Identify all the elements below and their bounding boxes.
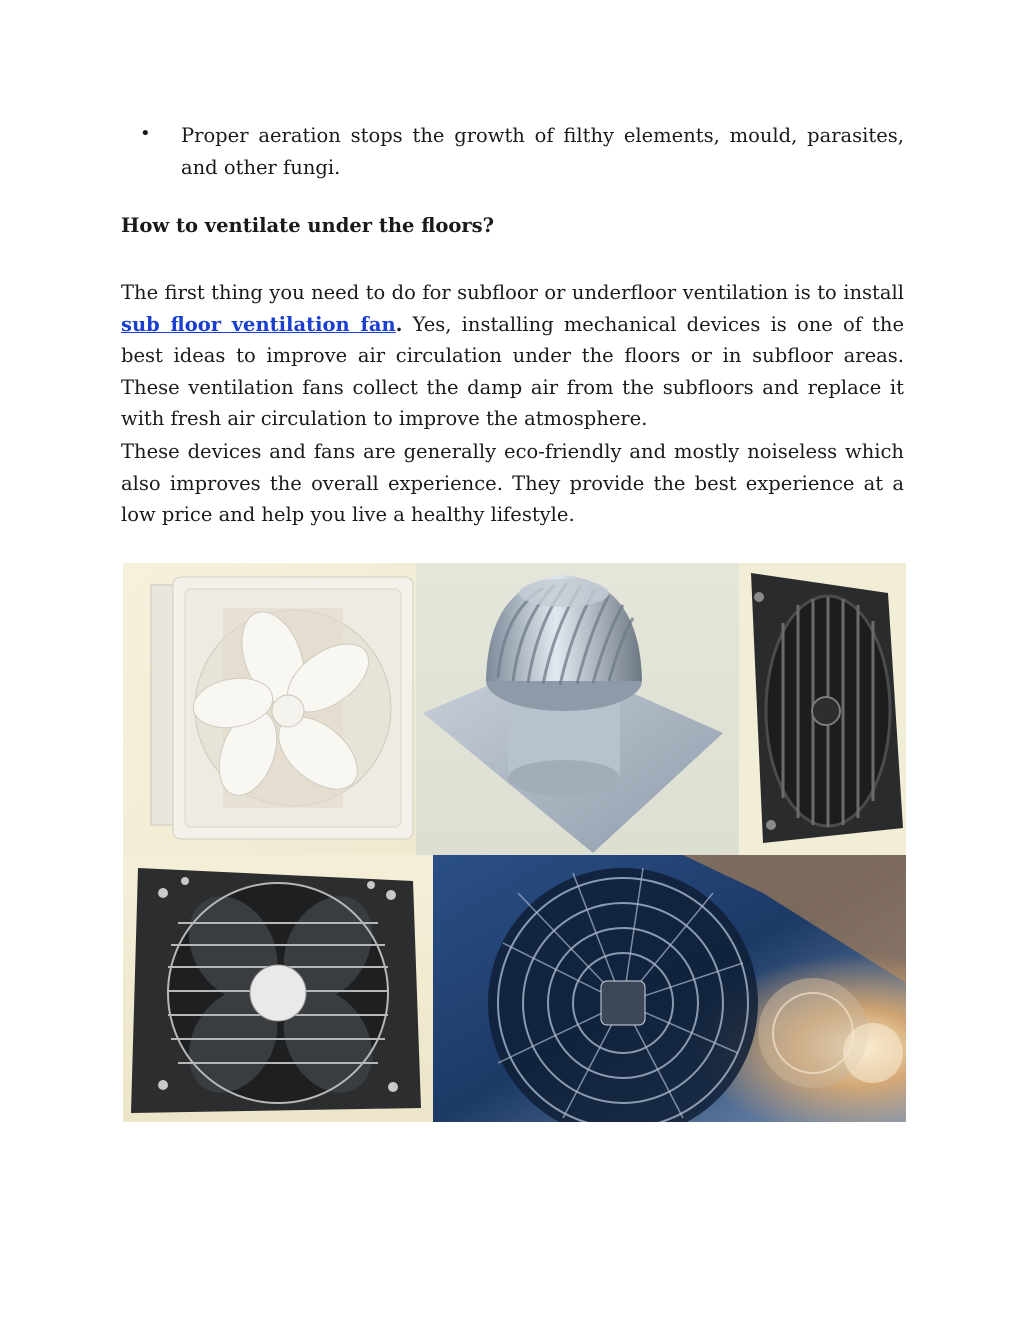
- bullet-list-item: [140, 120, 904, 183]
- black-square-fan-image: [123, 855, 433, 1122]
- white-exhaust-fan-image: [123, 563, 416, 855]
- bullet-marker: •: [140, 123, 151, 144]
- sub-floor-fan-link[interactable]: sub floor ventilation fan: [121, 312, 396, 336]
- black-grill-fan-image: [739, 563, 906, 855]
- industrial-fans-image: [433, 855, 906, 1122]
- fan-image-collage: [123, 563, 906, 1122]
- bullet-text: Proper aeration stops the growth of filthy elements, mould, parasites, and other fungi.: [181, 124, 904, 179]
- paragraph-text-after-link: Yes, installing mechanical devices is one of the best ideas to improve air circulation under the floors or in subfloor areas. These ventilation fans collect the damp air from the subfloors and replace it with fresh air circulation to improve the atmosphere.: [121, 312, 904, 431]
- paragraph-benefits: These devices and fans are generally eco-friendly and mostly noiseless which also improves the overall experience. They provide the best experience at a low price and help you live a healthy lifestyle.: [121, 440, 904, 527]
- section-heading: How to ventilate under the floors?: [121, 214, 495, 237]
- paragraph-intro: [121, 277, 904, 435]
- paragraph-text-before-link: The first thing you need to do for subfloor or underfloor ventilation is to install: [121, 281, 904, 304]
- link-period: .: [395, 312, 403, 336]
- turbine-ventilator-image: [416, 563, 739, 855]
